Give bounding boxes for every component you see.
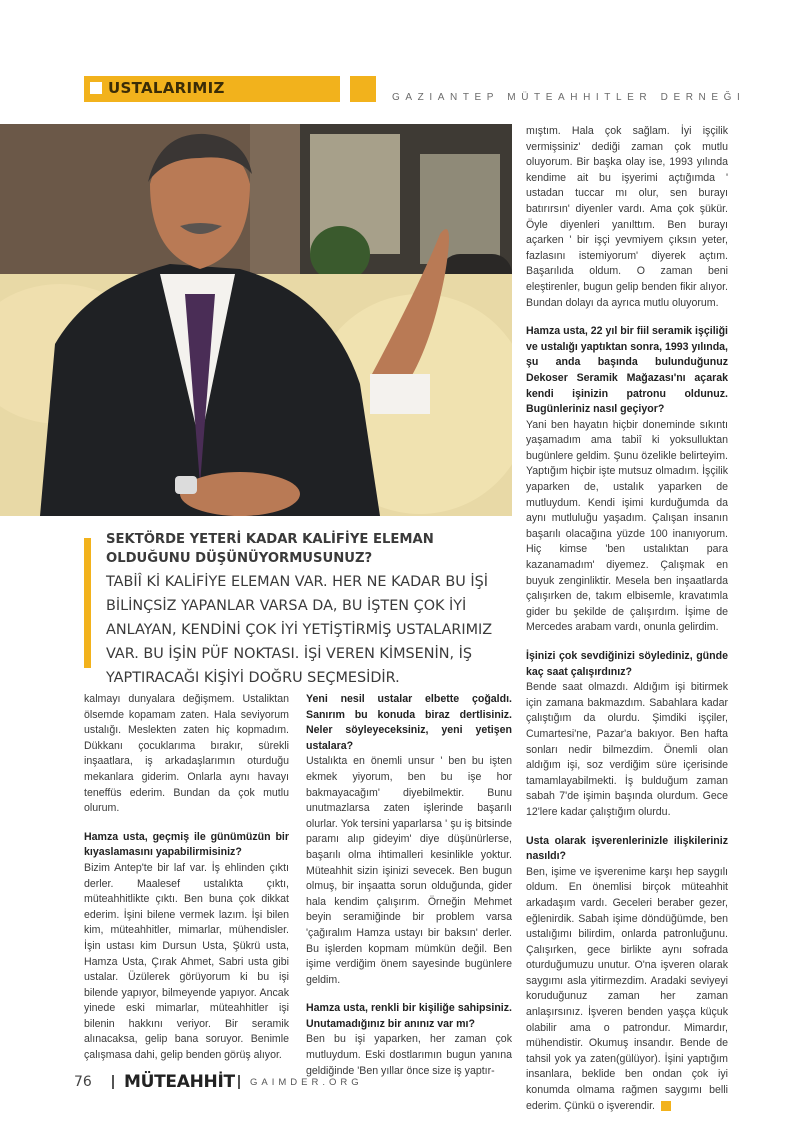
interview-question: Hamza usta, 22 yıl bir fiil seramik işçiliği ve ustalığı yaptıktan sonra, 1993 yılında, şu anda başında bulunduğunuz Dekoser Seramik Mağazası'nı açarak kendi işinizin patronu oldunuz. Bugünleriniz nasıl geçiyor? — [526, 325, 728, 416]
article-column-left — [84, 692, 289, 1064]
interview-question: Yeni nesil ustalar elbette çoğaldı. Sanırım bu konuda biraz dertlisiniz. Neler söyleyeceksiniz, yeni yetişen ustalara? — [306, 693, 512, 752]
answer-text: Ben, işime ve işverenime karşı hep saygılı oldum. En önemlisi birçok müteahhit arkadaşım vardı. Geceleri beraber gezer, eğlenirdik. Sabah işime döndüğümde, ben ustalığımı bilirdim, onlarda patronluğunu. Çalışırken, gece birlikte aynı sofrada oturduğumuzu unutur. O'na işveren olarak saygımı asla yitirmezdim. Aradaki seviyeyi koruduğunuz zaman her zaman anlaşırsınız. İşveren benden yaşça küçuk olabilir ama o patrondur. Mimardır, mühendistir. Okumuş insandır. Bende de tahsil yok ya zaten(gülüyor). İşini yaptığım insanlara, beklide ben ondan çok iyi konumda olmama rağmen saygımı belli ederim. Çünkü o işverendir. — [526, 865, 728, 1112]
pull-quote-question: SEKTÖRDE YETERİ KADAR KALİFİYE ELEMAN OLDUĞUNU DÜŞÜNÜYORMUSUNUZ? — [106, 532, 434, 566]
interview-answer — [526, 865, 728, 1115]
section-title: USTALARIMIZ — [108, 79, 225, 97]
divider — [112, 1075, 114, 1089]
pull-quote — [84, 530, 520, 686]
pull-quote-answer: TABİÎ Kİ KALİFİYE ELEMAN VAR. HER NE KADAR BU İŞİ BİLİNÇSİZ YAPANLAR VARSA DA, BU İŞTEN ÇOK İYİ ANLAYAN, KENDİNİ ÇOK İYİ YETİŞTİRMİŞ USTALARIMIZ VAR. BU İŞİN PÜF NOKTASI. İŞİ VEREN KİMSENİN, İŞ YAPTIRACAĞI KİŞİYİ DOĞRU SEÇMESİDİR. — [106, 574, 493, 686]
divider — [238, 1075, 240, 1089]
article-column-middle — [306, 692, 512, 1079]
pull-quote-bar — [84, 538, 91, 668]
interview-answer: Bende saat olmazdı. Aldığım işi bitirmek için zamana bakmazdım. Sabahlara kadar çalıştığım da olurdu. Şimdiki işçiler, Cumartesi'ne, Pazar'a bakıyor. Ben hafta sonları nedir bilmezdim. Önemli olan aldığım işi, soz verdiğim süre içerisinde tamamlayabilmekti. İş bulduğum zaman sabah 7'de işimin başında olurdum. Gece 12'lere kadar çalıştığım olurdu. — [526, 681, 728, 818]
interview-answer: Ben bu işi yaparken, her zaman çok mutluydum. Eski dostlarımın bugun yanına geldiğinde 'Ben yıllar önce size iş yaptır- — [306, 1033, 512, 1077]
interview-answer: Ustalıkta en önemli unsur ' ben bu işten ekmek yiyorum, ben bu işe hor bakmayacağım' diyebilmektir. Bunu unutmazlarsa zaten işlerinde başarılı olurlar. Yok tersini yaparlarsa ' şu iş bitsinde paramı alıp gideyim' diye düşünürlerse, başarılı olma ihtimalleri kesinlikle yoktur. Müteahhit sizin işinizi sevecek. Ben bugun olmuş, bir inşaatta sorun olduğunda, gider hala kendim çalışırım. Örneğin Mehmet beyin seramiğinde bir problem varsa 'çağıralım Hamza ustayı bir baksın' derler. Bu işlerden kopmam mümkün değil. Ben işime verdiğim önem sayesinde bugünlere geldim. — [306, 755, 512, 986]
interview-question: Usta olarak işverenlerinizle ilişkileriniz nasıldı? — [526, 834, 728, 863]
interview-question: Hamza usta, renkli bir kişiliğe sahipsiniz. Unutamadığınız bir anınız var mı? — [306, 1002, 512, 1030]
article-column-right — [526, 124, 728, 1114]
paragraph: kalmayı dunyalara değişmem. Ustaliktan ölsemde kopamam zaten. Hala seviyorum ustalığı. Meslekten zaten hiç kopmadım. Dükkanı çocuklarıma bırakır, sürekli inşaatlara, iş arkadaşlarımın oturduğu mekanlara giderim. Onlarla aynı havayı teneffüs ederim. Bundan da çok mutlu olurum. — [84, 693, 289, 815]
interview-question: Hamza usta, geçmiş ile günümüzün bir kıyaslamasını yapabilirmisiniz? — [84, 830, 289, 859]
paragraph: mıştım. Hala çok sağlam. İyi işçilik vermişsiniz' dediği zaman çok mutlu oluyorum. Bir başka olay ise, 1993 yılında kendime ait bu işyerimi açtığımda ' ustadan tuccar mı olur, sen burayı batırırsın' diyenler vardı. Ama çok şükür. Öyle diyenleri yanılttım. Ben burayı açarken ' bir işçi yevmiyem çıksın yeter, fazlasını istemiyorum' diyerek açtım. Başarılıda oldum. O zaman beni eleştirenler, bugun gelip benden fikir alıyor. Bundan dolayı da ayrıca mutlu oluyorum. — [526, 125, 728, 309]
organization-name: GAZIANTEP MÜTEAHHITLER DERNEĞI — [392, 92, 746, 103]
website-url: GAIMDER.ORG — [250, 1077, 363, 1088]
interview-question: İşinizi çok sevdiğinizi söylediniz, günde kaç saat çalışırdınız? — [526, 650, 728, 678]
section-marker-icon — [90, 82, 102, 94]
magazine-logo: MÜTEAHHİT — [124, 1072, 235, 1092]
page-number: 76 — [74, 1074, 92, 1090]
interview-answer: Yani ben hayatın hiçbir doneminde sıkıntı yaşamadım ama tabiî ki yoksulluktan bugünlere geldim. Şunu özelikle belirteyim. Yaptığım hiçbir işte mutsuz olmadım. İşçilik yaparken de, ustalık yaparken de mutluydum. Kendi işimi kurduğumda da aynı mutluluğu yaşadım. Çalışan insanın başarılı olacağına yüzde 100 inanıyorum. Hiç kimse 'ben ustalıktan para kazanamadım' diyemez. Çalışmak en buyuk zenginliktir. Mesela ben inşaatlarda çalışırken de, takım elbisemle, kravatımla gider bu şekilde de çalışırdım. İşime de Mercedes arabam vardı, onunla gelirdim. — [526, 418, 728, 634]
interview-photo — [0, 124, 512, 516]
accent-square — [350, 76, 376, 102]
end-mark-icon — [661, 1101, 671, 1111]
interview-answer: Bizim Antep'te bir laf var. İş ehlinden çıktı derler. Maalesef ustalıkta çıktı, müteahhitlikte çıktı. Ben buna çok dikkat ederim. İşini bilene vermek lazım. İşi bilen kim, müteahhitler, mimarlar, mühendisler. İşin ustası kim Dursun Usta, Şükrü usta, Hamza Usta, Çırak Ahmet, Sabri usta gibi ustalar. Üzülerek görüyorum ki bu işi bilende yapıyor, bilmeyende yapıyor. Ancak yinede eski mimarlar, müteahhitler işi bilenin hakkını veriyor. Bir seramik alınacaksa, gelip bana soruyor. Benimle çalışmasa dahi, gelip benden görüş alıyor. — [84, 861, 289, 1062]
